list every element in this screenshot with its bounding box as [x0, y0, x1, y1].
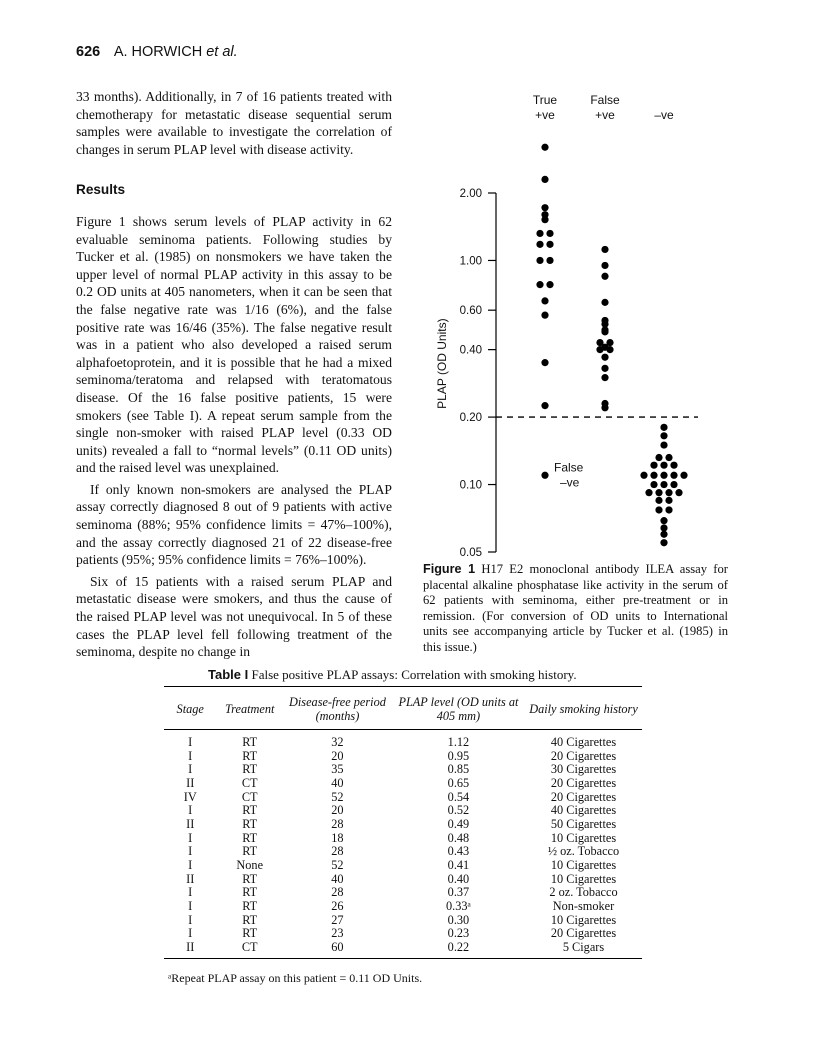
table-row [164, 818, 642, 832]
cell-plap-level: 0.22 [392, 941, 525, 958]
group-label-top: True [532, 93, 558, 107]
data-point [541, 472, 548, 479]
data-point [650, 472, 657, 479]
cell-plap-level: 0.95 [447, 748, 470, 763]
header-stage: Stage [164, 687, 216, 730]
data-point [660, 462, 667, 469]
data-point [660, 531, 667, 538]
table-row [164, 750, 642, 764]
results-heading: Results [76, 182, 126, 198]
cell-treatment: RT [242, 735, 258, 749]
table-row [164, 845, 642, 859]
data-point [601, 246, 608, 253]
cell-stage: II [186, 871, 195, 886]
cell-disease-free: 52 [331, 789, 344, 804]
table-row [164, 763, 642, 777]
y-axis-label: PLAP (OD Units) [435, 318, 449, 409]
data-point [665, 489, 672, 496]
data-point [660, 517, 667, 524]
annotation-negative: –ve [560, 475, 580, 490]
body-text-column [76, 88, 392, 661]
y-tick-label: 0.20 [459, 412, 482, 425]
cell-smoking: 5 Cigars [525, 941, 642, 958]
cell-stage: I [188, 898, 193, 913]
cell-disease-free: 35 [331, 762, 344, 777]
data-point [670, 472, 677, 479]
cell-stage: II [186, 775, 195, 790]
cell-plap-level: 0.37 [447, 885, 470, 900]
data-point [541, 402, 548, 409]
results-paragraph-2: If only known non-smokers are analysed the PLAP assay correctly diagnosed 8 out of 9 patients with active seminoma (88%; 95% confidence limits = 47%–100%), and the assay correctly diagnosed 21 of 22 disease-free patients (95%; 95% confidence limits = 76%–100%). [76, 481, 392, 568]
cell-plap-level: 0.48 [447, 830, 470, 845]
data-point [541, 204, 548, 211]
cell-disease-free: 26 [331, 898, 344, 913]
cell-smoking: 10 Cigarettes [550, 912, 617, 927]
cell-treatment: RT [242, 803, 258, 818]
false-positive-table [164, 686, 642, 959]
table-row [164, 730, 642, 750]
data-point [645, 489, 652, 496]
cell-plap-level: 0.23 [447, 926, 470, 941]
cell-disease-free: 20 [331, 748, 344, 763]
data-point [650, 481, 657, 488]
cell-disease-free: 23 [331, 926, 344, 941]
cell-stage: I [188, 844, 193, 859]
cell-disease-free: 28 [331, 885, 344, 900]
cell-plap-level: 0.49 [447, 816, 470, 831]
cell-disease-free: 28 [331, 816, 344, 831]
table-row [164, 777, 642, 791]
data-point [655, 489, 662, 496]
results-paragraph-3: Six of 15 patients with a raised serum PLAP and metastatic disease were smokers, and thus the cause of the raised PLAP level was not unequivocal. In 5 of these cases the PLAP level fell following treatment of the seminoma, despite no change in [76, 573, 392, 660]
cell-smoking: 50 Cigarettes [550, 816, 617, 831]
cell-plap-level: 0.40 [447, 871, 470, 886]
data-point [660, 441, 667, 448]
data-point [665, 506, 672, 513]
table-row [164, 941, 642, 958]
cell-stage: I [188, 762, 193, 777]
table-row [164, 886, 642, 900]
cell-smoking: 40 Cigarettes [550, 735, 617, 749]
header-smoking: Daily smoking history [525, 687, 642, 730]
data-point [655, 506, 662, 513]
data-point [601, 404, 608, 411]
data-point [660, 539, 667, 546]
cell-stage: I [188, 857, 193, 872]
cell-smoking: 40 Cigarettes [550, 803, 617, 818]
data-point [670, 481, 677, 488]
data-point [596, 346, 603, 353]
plap-scatter-chart [420, 86, 710, 566]
cell-smoking: 10 Cigarettes [550, 830, 617, 845]
cell-smoking: 20 Cigarettes [550, 748, 617, 763]
data-point [546, 257, 553, 264]
cell-stage: I [188, 735, 193, 749]
caption-text: H17 E2 monoclonal antibody ILEA assay for placental alkaline phosphatase like activity in the serum of 62 patients with seminoma, either pre-treatment or in remission. (For conversion of OD units to International units see accompanying article by Tucker et al. (1985) in this issue.) [423, 562, 728, 654]
table-title-text: False positive PLAP assays: Correlation with smoking history. [251, 667, 577, 682]
data-point [660, 472, 667, 479]
data-point [546, 281, 553, 288]
header-plap-level: PLAP level (OD units at 405 mm) [392, 687, 525, 730]
cell-plap-level: 1.12 [447, 735, 470, 749]
cell-disease-free: 60 [283, 941, 392, 958]
data-point [660, 481, 667, 488]
data-point [680, 472, 687, 479]
cell-stage: I [188, 885, 193, 900]
y-tick-label: 1.00 [459, 255, 482, 268]
table-row [164, 832, 642, 846]
cell-plap-level: 0.41 [447, 857, 470, 872]
figure-caption [423, 562, 728, 656]
cell-stage: I [188, 803, 193, 818]
y-tick-label: 0.10 [459, 479, 482, 492]
data-point [541, 297, 548, 304]
data-point [541, 176, 548, 183]
data-point [536, 241, 543, 248]
cell-smoking: 10 Cigarettes [550, 871, 617, 886]
data-point [601, 354, 608, 361]
table-row [164, 873, 642, 887]
data-point [601, 262, 608, 269]
cell-stage: I [188, 912, 193, 927]
data-point [640, 472, 647, 479]
cell-stage: II [186, 816, 195, 831]
data-point [665, 497, 672, 504]
cell-treatment: RT [242, 748, 258, 763]
cell-disease-free: 32 [331, 735, 344, 749]
cell-stage: IV [183, 789, 197, 804]
cell-plap-level: 0.33ᵃ [446, 898, 471, 913]
table-row [164, 900, 642, 914]
intro-paragraph: 33 months). Additionally, in 7 of 16 patients treated with chemotherapy for metastatic disease sequential serum samples were available to investigate the correlation of changes in serum PLAP level with disease activity. [76, 89, 392, 157]
data-point [650, 462, 657, 469]
table-row [164, 804, 642, 818]
cell-treatment: RT [242, 898, 258, 913]
table-label: Table I [208, 667, 249, 682]
table-row [164, 927, 642, 941]
cell-disease-free: 20 [331, 803, 344, 818]
cell-disease-free: 52 [331, 857, 344, 872]
cell-treatment: RT [242, 762, 258, 777]
cell-stage: I [188, 830, 193, 845]
data-point [536, 281, 543, 288]
cell-treatment: RT [242, 844, 258, 859]
cell-stage: II [164, 941, 216, 958]
data-point [546, 230, 553, 237]
data-point [541, 144, 548, 151]
y-tick-label: 0.40 [459, 344, 482, 357]
cell-disease-free: 28 [331, 844, 344, 859]
cell-treatment: RT [242, 926, 258, 941]
caption-label: Figure 1 [423, 562, 476, 576]
cell-plap-level: 0.54 [447, 789, 470, 804]
cell-smoking: 20 Cigarettes [550, 775, 617, 790]
data-point [601, 299, 608, 306]
data-point [655, 454, 662, 461]
group-label-bottom: +ve [595, 108, 615, 122]
cell-plap-level: 0.52 [447, 803, 470, 818]
table-header-row [164, 687, 642, 730]
cell-treatment: RT [242, 912, 258, 927]
table-row [164, 791, 642, 805]
table-row [164, 914, 642, 928]
table-row [164, 859, 642, 873]
cell-smoking: 2 oz. Tobacco [549, 885, 618, 900]
cell-stage: I [188, 748, 193, 763]
table-body [164, 730, 642, 959]
data-point [606, 346, 613, 353]
data-point [601, 273, 608, 280]
data-point [601, 365, 608, 372]
cell-treatment: RT [242, 816, 258, 831]
cell-treatment: RT [242, 871, 258, 886]
cell-treatment: None [236, 857, 264, 872]
data-point [541, 359, 548, 366]
running-author: A. HORWICH et al. [113, 44, 238, 60]
cell-disease-free: 18 [331, 830, 344, 845]
page-number: 626 [76, 44, 101, 60]
header-disease-free: Disease-free period (months) [283, 687, 392, 730]
cell-stage: I [188, 926, 193, 941]
figure-1 [420, 86, 710, 566]
cell-treatment: CT [241, 775, 258, 790]
data-point [660, 432, 667, 439]
data-point [660, 524, 667, 531]
data-point [670, 462, 677, 469]
cell-disease-free: 27 [331, 912, 344, 927]
data-point [601, 374, 608, 381]
cell-treatment: CT [241, 789, 258, 804]
cell-disease-free: 40 [331, 871, 344, 886]
cell-plap-level: 0.30 [447, 912, 470, 927]
table-footnote: ᵃRepeat PLAP assay on this patient = 0.11 OD Units. [168, 971, 423, 985]
group-label-top: False [590, 93, 620, 107]
cell-disease-free: 40 [331, 775, 344, 790]
cell-smoking: 20 Cigarettes [550, 789, 617, 804]
cell-smoking: 30 Cigarettes [550, 762, 617, 777]
cell-smoking: Non-smoker [552, 898, 615, 913]
data-point [660, 424, 667, 431]
data-point [655, 497, 662, 504]
cell-smoking: ½ oz. Tobacco [547, 844, 620, 859]
cell-plap-level: 0.43 [447, 844, 470, 859]
cell-plap-level: 0.85 [447, 762, 470, 777]
data-point [536, 257, 543, 264]
header-treatment: Treatment [216, 687, 283, 730]
data-point [541, 216, 548, 223]
data-point [541, 312, 548, 319]
data-point [665, 454, 672, 461]
cell-treatment: RT [242, 885, 258, 900]
table-title [208, 667, 577, 683]
data-point [601, 328, 608, 335]
y-tick-label: 0.60 [459, 305, 482, 318]
cell-treatment: CT [216, 941, 283, 958]
group-label-bottom: +ve [535, 108, 555, 122]
data-point [536, 230, 543, 237]
group-label-bottom: –ve [654, 108, 674, 122]
running-header [76, 44, 238, 61]
cell-plap-level: 0.65 [447, 775, 470, 790]
results-paragraph-1: Figure 1 shows serum levels of PLAP activity in 62 evaluable seminoma patients. Following studies by Tucker et al. (1985) on nonsmokers we have taken the upper level of normal PLAP activity in this assay to be 0.2 OD units at 405 nanometers, when it can be seen that the false negative rate was 1/16 (6%), and the false positive rate was 16/46 (35%). The false negative result was in a patient who also developed a raised serum alphafoetoprotein, and it is possible that he had a mixed seminoma/teratoma and relapsed with teratomatous disease. Of the 16 false positive patients, 15 were smokers (see Table I). A repeat serum sample from the single non-smoker with raised PLAP level (0.33 OD units) revealed a fall to “normal levels” (0.11 OD units) and the raised level was unexplained. [76, 213, 392, 476]
data-point [546, 241, 553, 248]
y-tick-label: 2.00 [459, 188, 482, 200]
y-tick-label: 0.05 [459, 547, 482, 559]
data-point [675, 489, 682, 496]
cell-smoking: 10 Cigarettes [550, 857, 617, 872]
annotation-false: False [554, 460, 584, 475]
cell-smoking: 20 Cigarettes [550, 926, 617, 941]
cell-treatment: RT [242, 830, 258, 845]
